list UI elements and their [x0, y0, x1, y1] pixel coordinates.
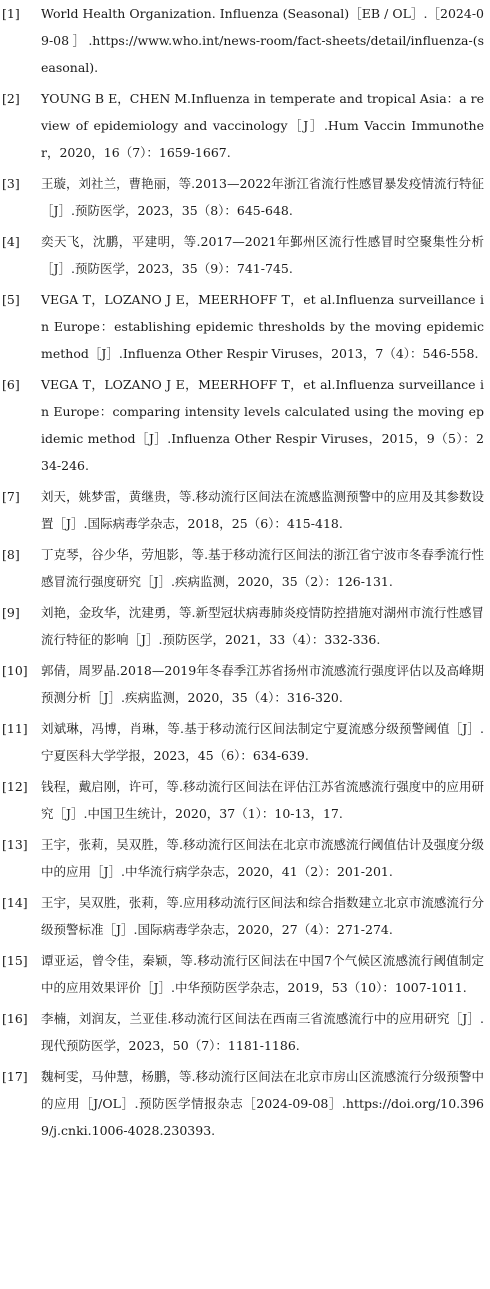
reference-number: [17] — [2, 1069, 28, 1084]
reference-number: [6] — [2, 377, 20, 392]
reference-item — [0, 889, 490, 943]
reference-text: 魏柯雯，马仲慧，杨鹏，等.移动流行区间法在北京市房山区流感流行分级预警中的应用［J/OL］.预防医学情报杂志［2024-09-08］.https://doi.org/10.3969/j.cnki.1006-4028.230393. — [41, 1069, 484, 1138]
reference-text: 郭倩，周罗晶.2018—2019年冬春季江苏省扬州市流感流行强度评估以及高峰期预测分析［J］.疾病监测，2020，35（4）：316-320. — [41, 663, 484, 705]
reference-number: [3] — [2, 176, 20, 191]
reference-number: [13] — [2, 837, 28, 852]
reference-number: [7] — [2, 489, 20, 504]
reference-text: 丁克琴，谷少华，劳旭影，等.基于移动流行区间法的浙江省宁波市冬春季流行性感冒流行强度研究［J］.疾病监测，2020，35（2）：126-131. — [41, 547, 484, 589]
reference-item — [0, 0, 490, 81]
reference-item — [0, 947, 490, 1001]
reference-number: [12] — [2, 779, 28, 794]
reference-number: [15] — [2, 953, 28, 968]
reference-item — [0, 541, 490, 595]
reference-item — [0, 483, 490, 537]
reference-text: 王宇，吴双胜，张莉，等.应用移动流行区间法和综合指数建立北京市流感流行分级预警标准［J］.国际病毒学杂志，2020，27（4）：271-274. — [41, 895, 484, 937]
reference-number: [2] — [2, 91, 20, 106]
reference-text: 王璇，刘社兰，曹艳丽，等.2013—2022年浙江省流行性感冒暴发疫情流行特征［J］.预防医学，2023，35（8）：645-648. — [41, 176, 484, 218]
reference-item — [0, 1063, 490, 1144]
reference-item — [0, 371, 490, 479]
reference-item — [0, 657, 490, 711]
reference-text: 李楠，刘润友，兰亚佳.移动流行区间法在西南三省流感流行中的应用研究［J］.现代预防医学，2023，50（7）：1181-1186. — [41, 1011, 484, 1053]
reference-number: [16] — [2, 1011, 28, 1026]
reference-text: 谭亚运，曾令佳，秦颖，等.移动流行区间法在中国7个气候区流感流行阈值制定中的应用效果评价［J］.中华预防医学杂志，2019，53（10）：1007-1011. — [41, 953, 484, 995]
reference-text: VEGA T，LOZANO J E，MEERHOFF T，et al.Influenza surveillance in Europe：comparing intensity levels calculated using the moving epidemic method［J］.Influenza Other Respir Viruses，2015，9（5）：234-246. — [41, 377, 484, 473]
reference-number: [8] — [2, 547, 20, 562]
reference-text: 钱程，戴启刚，许可，等.移动流行区间法在评估江苏省流感流行强度中的应用研究［J］.中国卫生统计，2020，37（1）：10-13，17. — [41, 779, 484, 821]
reference-text: 刘艳，金玫华，沈建勇，等.新型冠状病毒肺炎疫情防控措施对湖州市流行性感冒流行特征的影响［J］.预防医学，2021，33（4）：332-336. — [41, 605, 484, 647]
reference-item — [0, 228, 490, 282]
reference-item — [0, 831, 490, 885]
reference-number: [10] — [2, 663, 28, 678]
reference-number: [14] — [2, 895, 28, 910]
reference-text: YOUNG B E，CHEN M.Influenza in temperate and tropical Asia：a review of epidemiology and vaccinology［J］.Hum Vaccin Immunother，2020，16（7）：1659-1667. — [41, 91, 484, 160]
reference-item — [0, 286, 490, 367]
reference-number: [11] — [2, 721, 28, 736]
reference-text: 刘斌琳，冯博，肖琳，等.基于移动流行区间法制定宁夏流感分级预警阈值［J］.宁夏医科大学学报，2023，45（6）：634-639. — [41, 721, 484, 763]
reference-item — [0, 599, 490, 653]
reference-item — [0, 1005, 490, 1059]
reference-item — [0, 85, 490, 166]
reference-item — [0, 773, 490, 827]
reference-text: 刘天，姚梦雷，黄继贵，等.移动流行区间法在流感监测预警中的应用及其参数设置［J］.国际病毒学杂志，2018，25（6）：415-418. — [41, 489, 484, 531]
reference-item — [0, 170, 490, 224]
reference-number: [4] — [2, 234, 20, 249]
reference-number: [9] — [2, 605, 20, 620]
reference-text: VEGA T，LOZANO J E，MEERHOFF T，et al.Influenza surveillance in Europe：establishing epidemic thresholds by the moving epidemic method［J］.Influenza Other Respir Viruses，2013，7（4）：546-558. — [41, 292, 484, 361]
reference-text: 王宇，张莉，吴双胜，等.移动流行区间法在北京市流感流行阈值估计及强度分级中的应用［J］.中华流行病学杂志，2020，41（2）：201-201. — [41, 837, 484, 879]
reference-text: World Health Organization. Influenza (Seasonal)［EB / OL］.［2024-09-08］.https://www.who.int/news-room/fact-sheets/detail/influenza-(seasonal). — [41, 6, 484, 75]
reference-number: [1] — [2, 6, 20, 21]
reference-item — [0, 715, 490, 769]
reference-text: 奕天飞，沈鹏，平建明，等.2017—2021年鄞州区流行性感冒时空聚集性分析［J］.预防医学，2023，35（9）：741-745. — [41, 234, 484, 276]
reference-number: [5] — [2, 292, 20, 307]
